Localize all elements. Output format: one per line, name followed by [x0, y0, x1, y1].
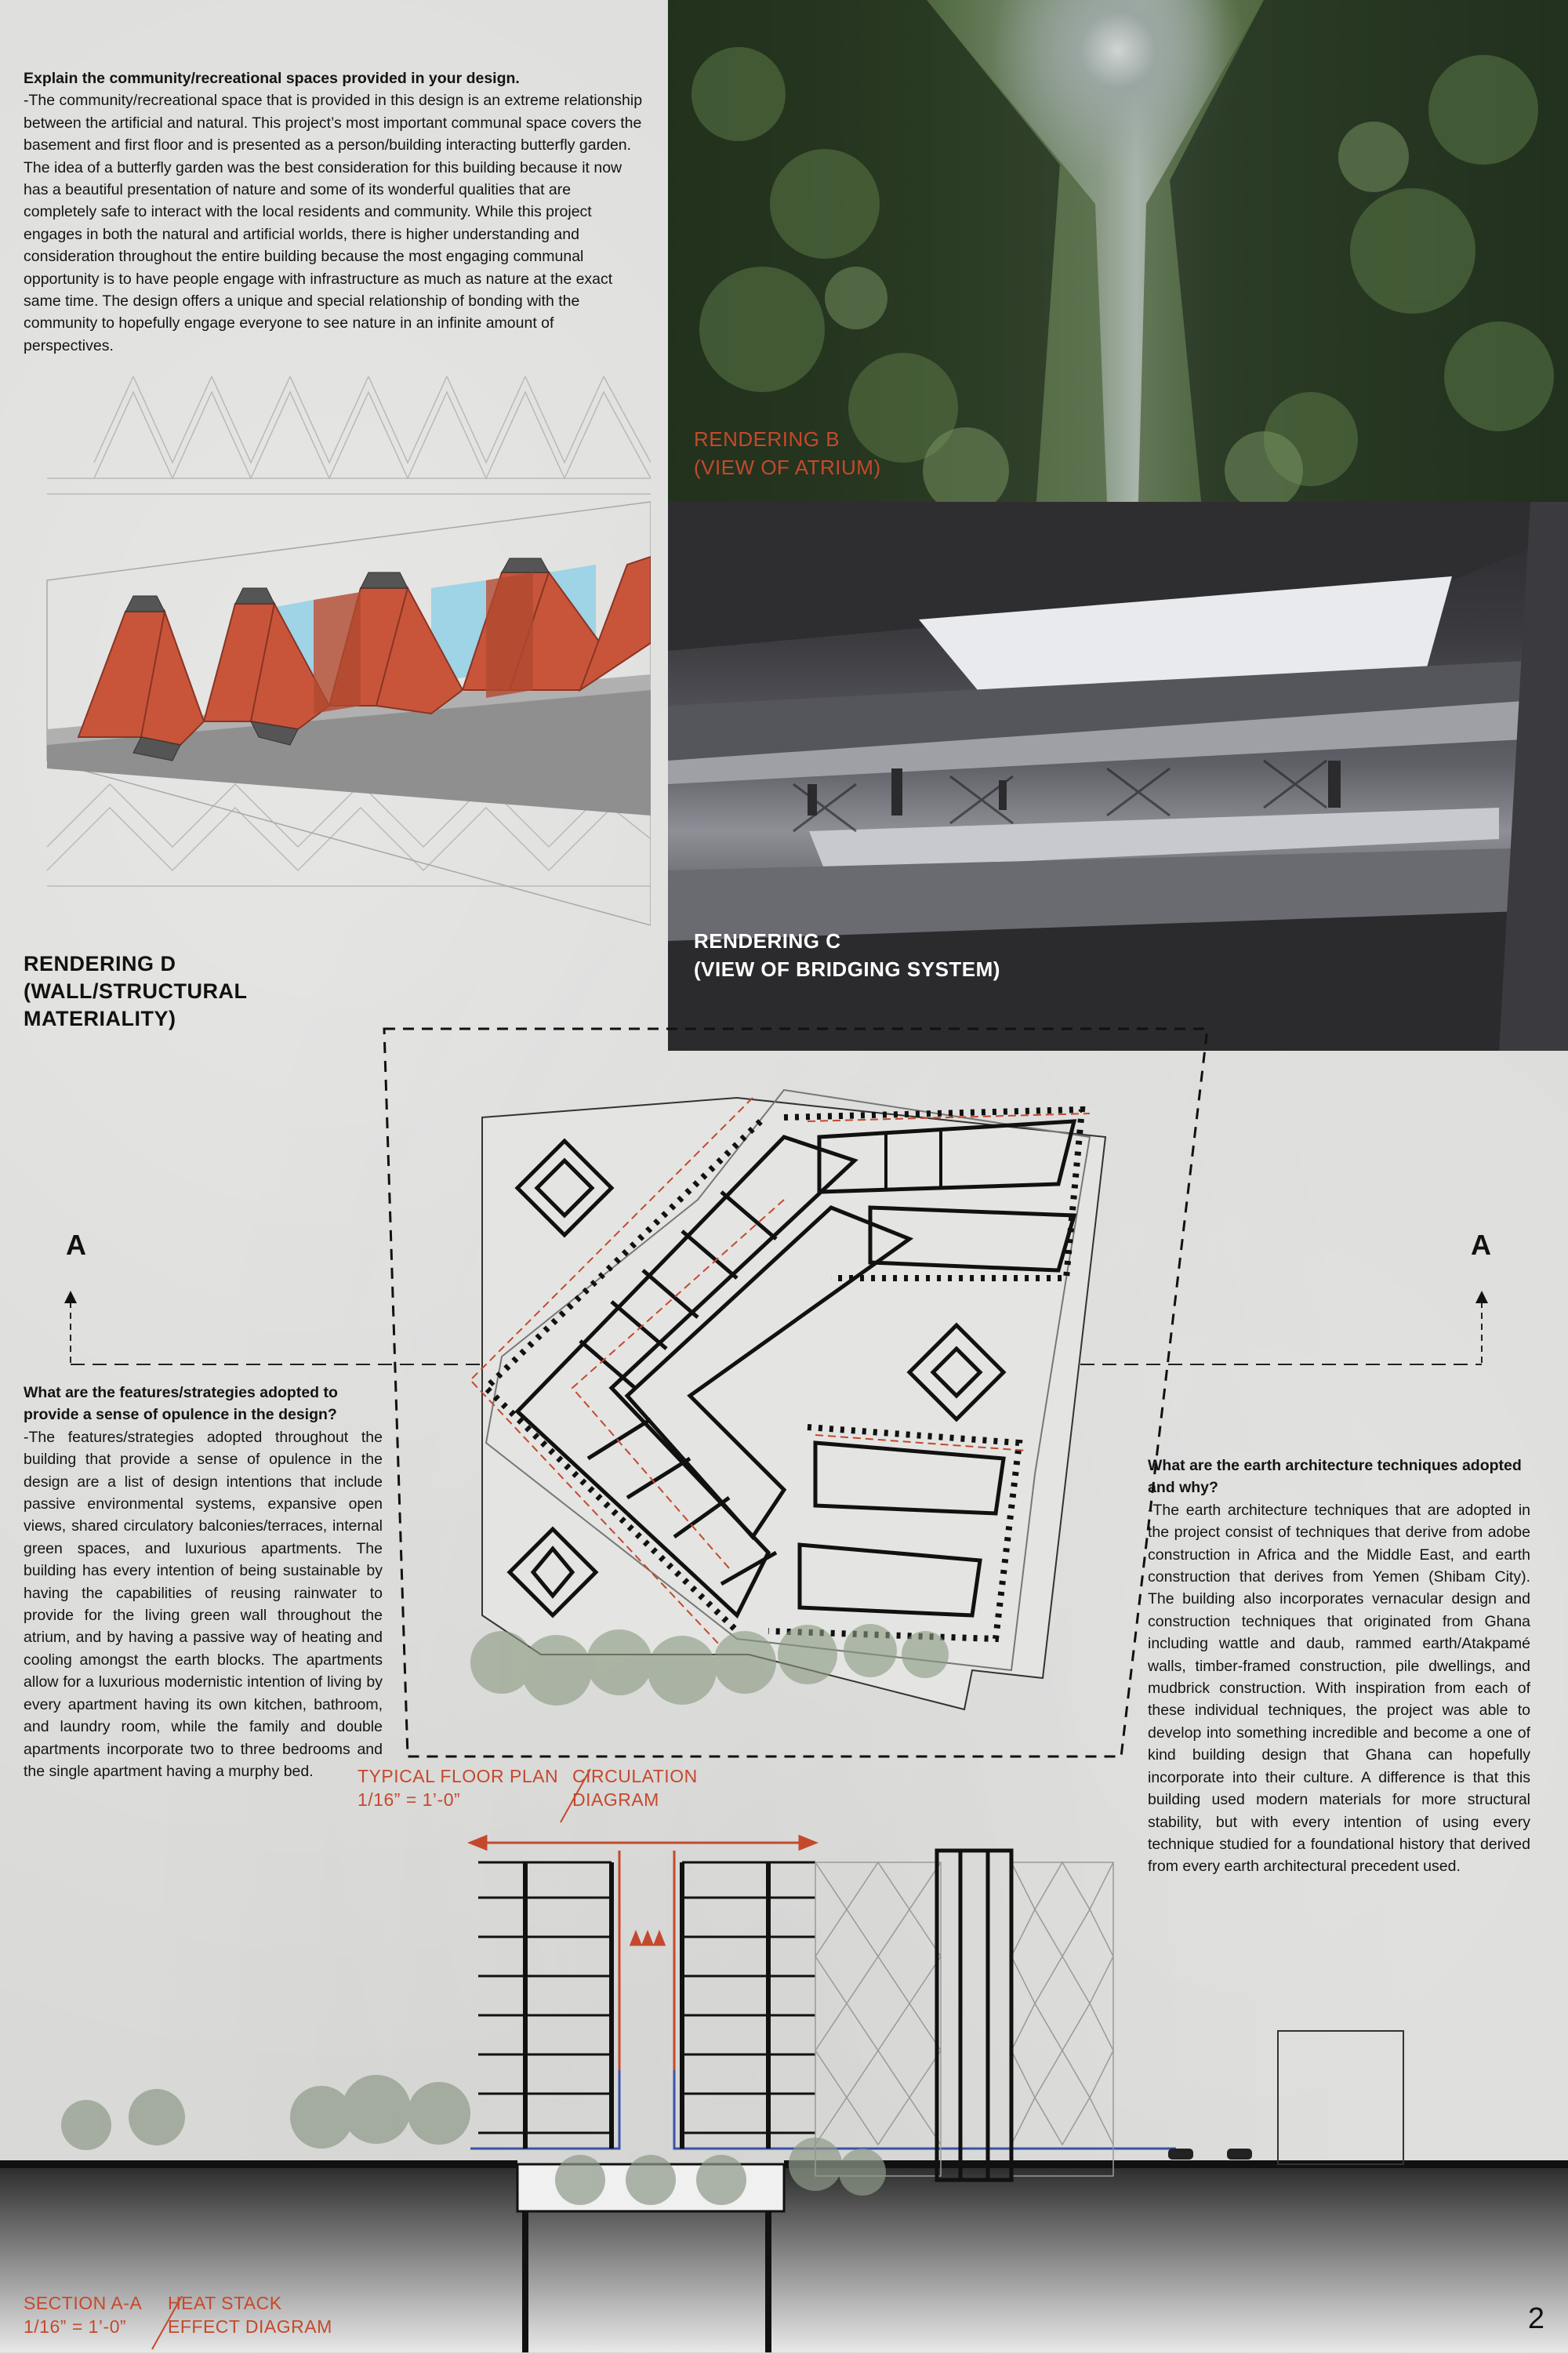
rendering-c-title: RENDERING C	[694, 929, 841, 953]
section-mark-left: A	[66, 1229, 87, 1261]
floor-plan-scale: 1/16” = 1’-0”	[358, 1789, 461, 1810]
section-label	[24, 2291, 142, 2338]
rendering-c-subtitle: (VIEW OF BRIDGING SYSTEM)	[694, 957, 1000, 981]
rendering-b-label	[694, 425, 881, 481]
rendering-b-subtitle: (VIEW OF ATRIUM)	[694, 456, 881, 479]
heat-stack-subtitle: EFFECT DIAGRAM	[168, 2316, 332, 2337]
section-title: SECTION A-A	[24, 2293, 143, 2313]
section-heat-stack-diagram	[0, 1804, 1568, 2352]
rendering-b-atrium-image	[668, 0, 1568, 502]
earth-body: -The earth architecture techniques that are adopted in the project consist of techniques that derive from adobe construction in Africa and the Middle East, and earth construction that derives from Yemen (Shibam City). The building also incorporates vernacular design and construction techniques that originated from Ghana including wattle and daub, rammed earth/Atakpamé walls, timber-framed construction, pile dwellings, and mudbrick construction. With inspiration from each of these individual techniques, the project was able to develop into something incredible and become a one of kind building design that Ghana can hopefully incorporate into their culture. A difference is that this building used modern materials for more structural stability, but with every intention of using every technique studied for a foundational history that derived from every earth architectural precedent used.	[1148, 1501, 1530, 1876]
section-mark-right: A	[1471, 1229, 1492, 1261]
opulence-body: -The features/strategies adopted throughout the building that provide a sense of opulence in the design are a list of design intentions that include passive environmental systems, expansive open views, shared circulatory balconies/terraces, internal green spaces, and luxurious apartments. The building has every intention of being sustainable by having the capabilities of reusing rainwater to provide for the living green wall throughout the atrium, and by having a passive way of heating and cooling amongst the earth blocks. The apartments allow for a luxurious modernistic intention of living by every apartment having its own kitchen, bathroom, and laundry room, while the family and double apartments incorporate two to three bedrooms and the single apartment having a murphy bed.	[24, 1428, 383, 1780]
community-text	[24, 67, 648, 357]
rendering-d-title: RENDERING D	[24, 952, 176, 975]
rendering-c-bridging-image	[668, 502, 1568, 1051]
floor-plan-title: TYPICAL FLOOR PLAN	[358, 1766, 559, 1786]
rendering-b-title: RENDERING B	[694, 427, 840, 451]
opulence-question: What are the features/strategies adopted to provide a sense of opulence in the design?	[24, 1384, 338, 1424]
opulence-text	[24, 1382, 383, 1782]
community-question: Explain the community/recreational spaces provided in your design.	[24, 70, 520, 87]
page-number: 2	[1527, 2302, 1544, 2335]
heat-stack-title: HEAT STACK	[168, 2293, 282, 2313]
rendering-c-label	[694, 927, 1000, 983]
circulation-subtitle: DIAGRAM	[572, 1789, 659, 1810]
section-scale: 1/16” = 1’-0”	[24, 2316, 127, 2337]
community-body: -The community/recreational space that is provided in this design is an extreme relationship between the artificial and natural. This project’s most important communal space covers the basement and first floor and is presented as a person/building interacting butterfly garden. The idea of a butterfly garden was the best consideration for this building because it now has a beautiful presentation of nature and some of its wonderful qualities that are completely safe to interact with the local residents and community. While this project engages in both the natural and artificial worlds, there is higher understanding and consideration throughout the entire building because the most engaging communal opportunity is to have people engage with infrastructure as much as nature at the exact same time. The design offers a unique and special relationship of bonding with the community to hopefully engage everyone to see nature in an infinite amount of perspectives.	[24, 92, 643, 354]
rendering-d-subtitle-2: MATERIALITY)	[24, 1007, 176, 1030]
rendering-d-subtitle-1: (WALL/STRUCTURAL	[24, 979, 248, 1003]
rendering-d-wall-graphic	[0, 376, 651, 972]
heat-stack-label	[168, 2291, 332, 2338]
earth-question: What are the earth architecture techniques adopted and why?	[1148, 1457, 1522, 1497]
circulation-title: CIRCULATION	[572, 1766, 698, 1786]
